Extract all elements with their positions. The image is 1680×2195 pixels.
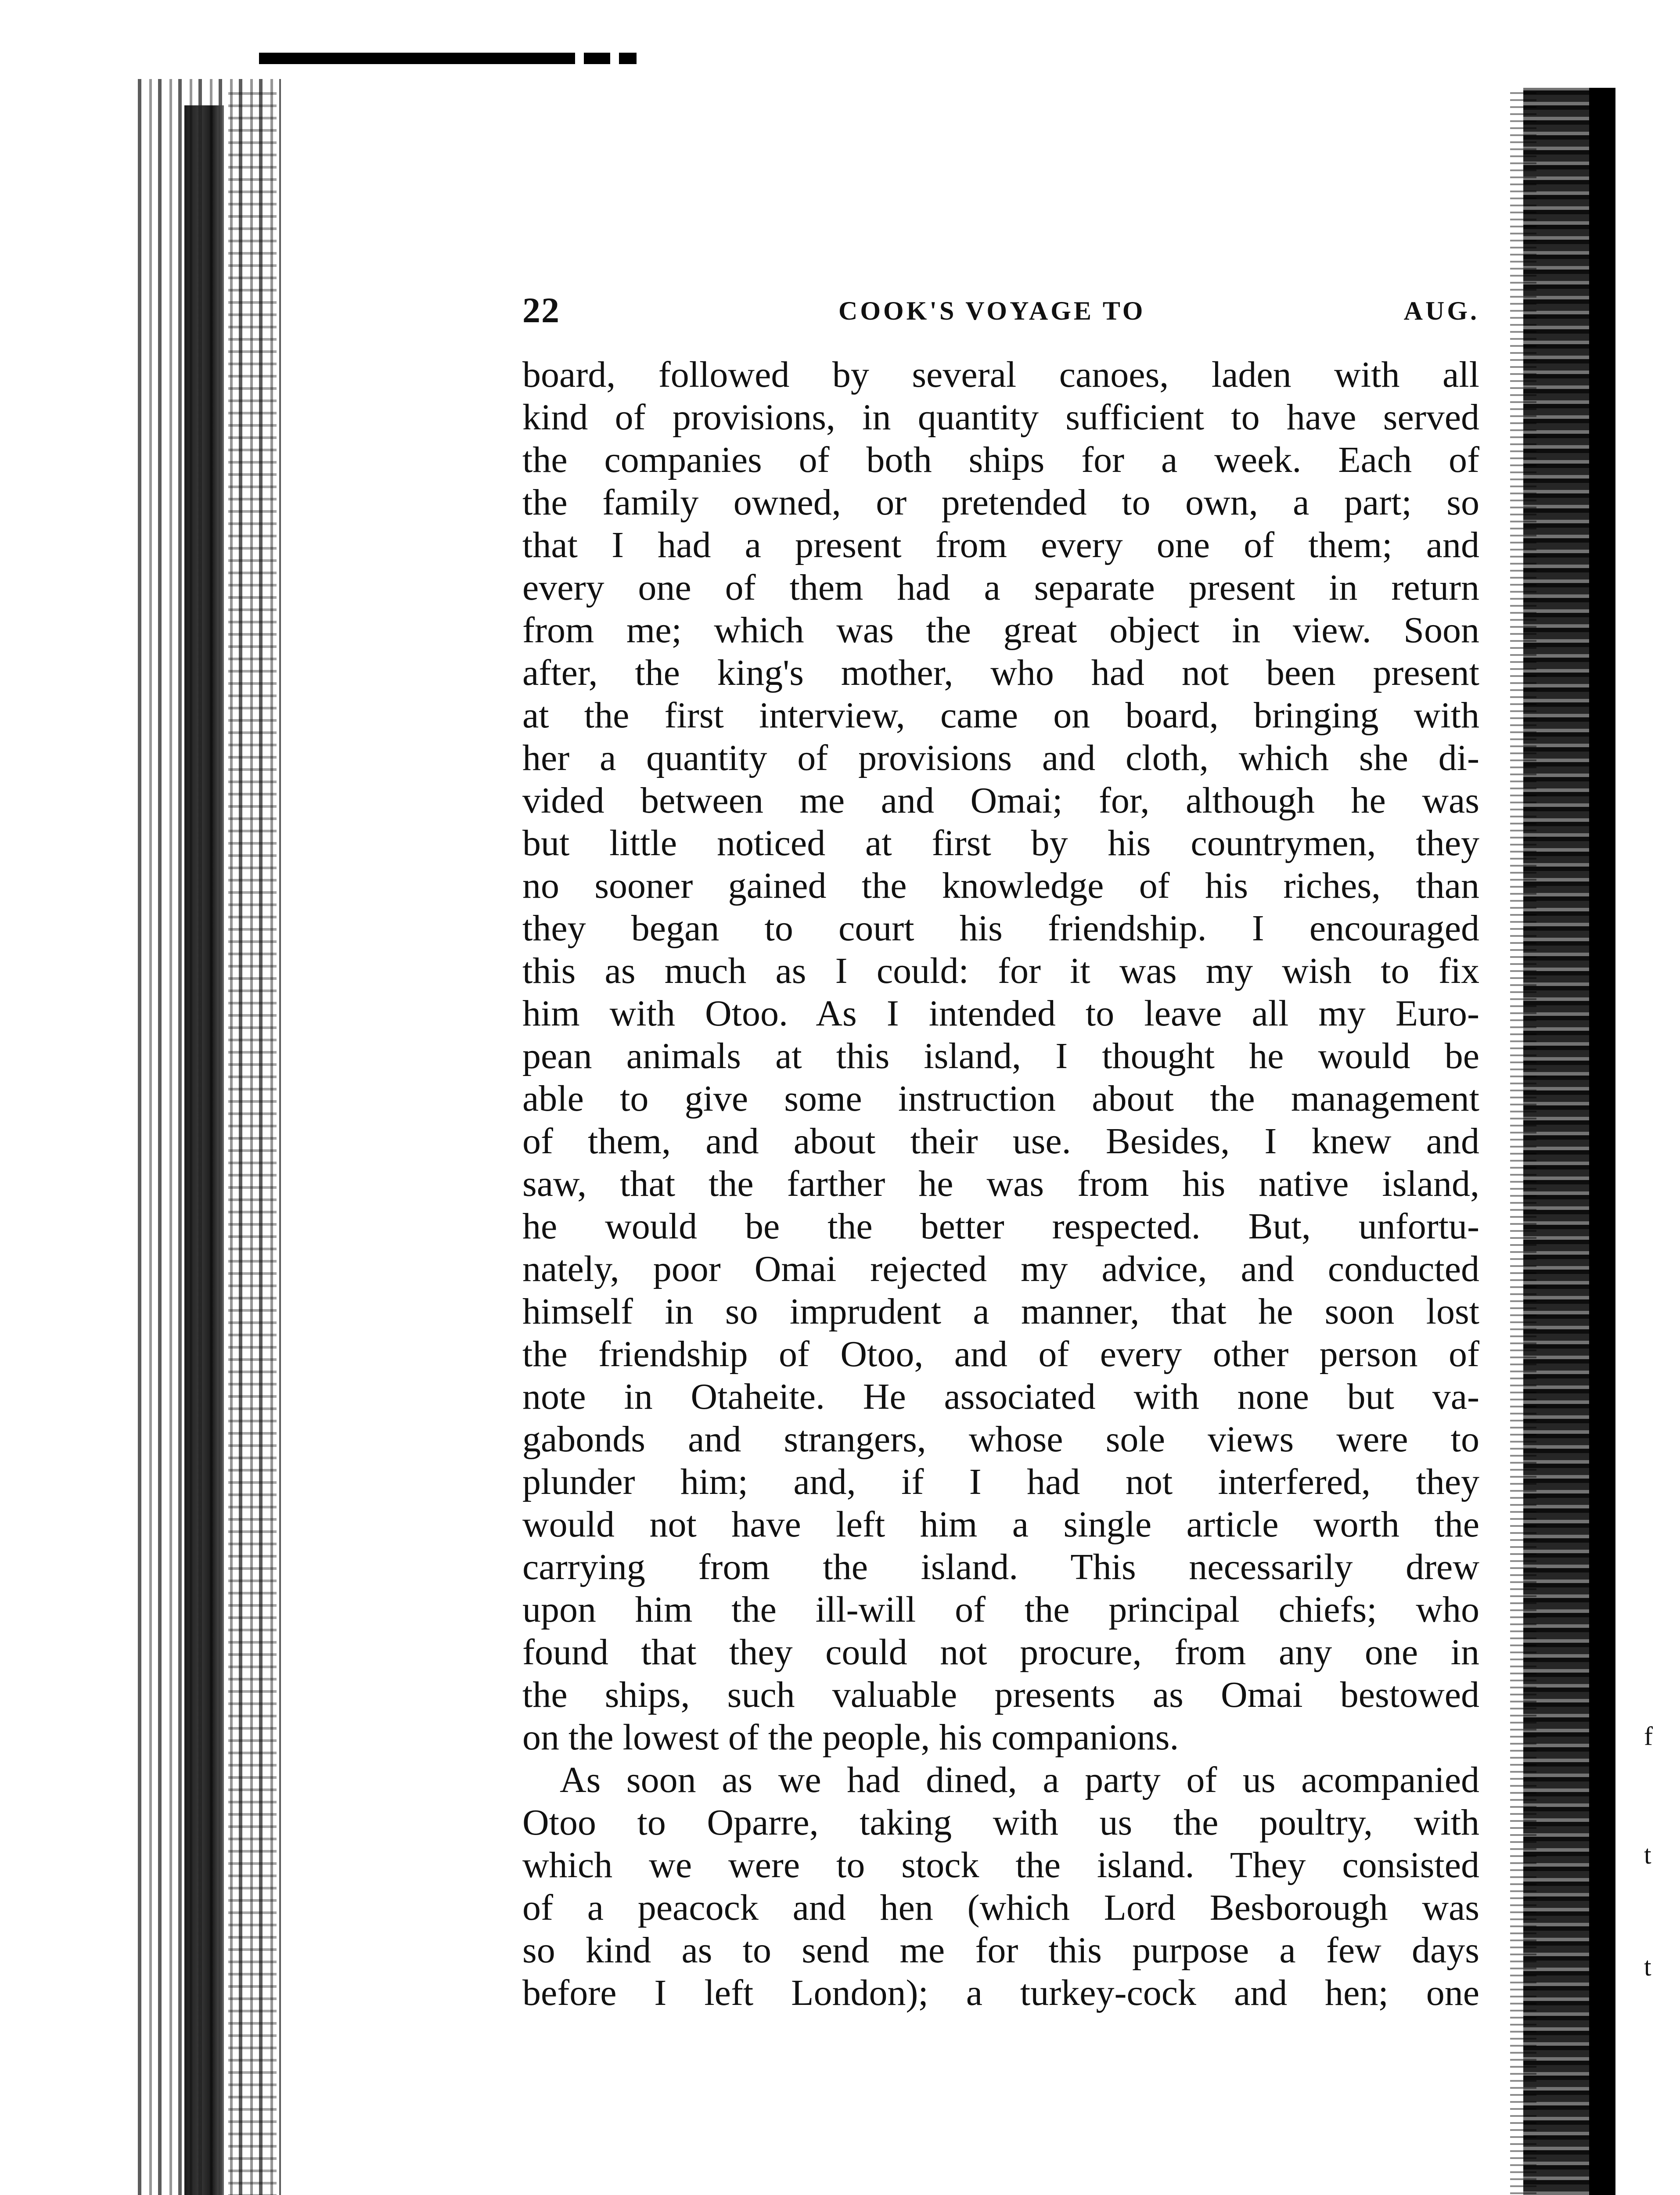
text-line: the family owned, or pretended to own, a part; so (522, 482, 1479, 523)
page-number: 22 (522, 290, 560, 330)
text-line: carrying from the island. This necessarily drew (522, 1547, 1479, 1587)
margin-fragment: f (1644, 1722, 1653, 1751)
text-line: before I left London); a turkey-cock and hen; one (522, 1972, 1479, 2013)
page-edge-right-dark (1589, 88, 1615, 2195)
top-edge-rule (259, 53, 575, 64)
text-line: the ships, such valuable presents as Omai bestowed (522, 1674, 1479, 1715)
text-line: they began to court his friendship. I encouraged (522, 908, 1479, 949)
text-line: nately, poor Omai rejected my advice, and conducted (522, 1249, 1479, 1289)
binding-shadow-left-fade (228, 88, 277, 2195)
text-line: the friendship of Otoo, and of every other person of (522, 1334, 1479, 1375)
text-line: plunder him; and, if I had not interfered, they (522, 1461, 1479, 1502)
top-edge-rule-fragment (584, 53, 610, 64)
text-line: upon him the ill-will of the principal chiefs; who (522, 1589, 1479, 1630)
text-line: that I had a present from every one of them; and (522, 525, 1479, 565)
text-line: kind of provisions, in quantity sufficient to have served (522, 397, 1479, 438)
text-line: but little noticed at first by his countrymen, they (522, 823, 1479, 864)
text-line: he would be the better respected. But, unfortu- (522, 1206, 1479, 1247)
text-line: her a quantity of provisions and cloth, which she di- (522, 738, 1479, 778)
text-line: every one of them had a separate present in return (522, 567, 1479, 608)
text-line: Otoo to Oparre, taking with us the poultry, with (522, 1802, 1479, 1843)
text-line: able to give some instruction about the management (522, 1078, 1479, 1119)
text-line: of a peacock and hen (which Lord Besborough was (522, 1887, 1479, 1928)
text-line: so kind as to send me for this purpose a few days (522, 1930, 1479, 1971)
text-line: would not have left him a single article worth the (522, 1504, 1479, 1545)
paragraph (522, 353, 1479, 1759)
text-line: As soon as we had dined, a party of us acompanied (560, 1760, 1479, 1800)
running-date: AUG. (1403, 296, 1479, 325)
text-line: on the lowest of the people, his companions. (522, 1717, 1179, 1758)
text-line: found that they could not procure, from any one in (522, 1632, 1479, 1673)
body-text (522, 353, 1479, 2014)
binding-shadow-left-core (184, 105, 224, 2195)
text-line: board, followed by several canoes, laden with all (522, 354, 1479, 395)
text-line: gabonds and strangers, whose sole views were to (522, 1419, 1479, 1460)
top-edge-rule-fragment (619, 53, 637, 64)
text-line: after, the king's mother, who had not been present (522, 652, 1479, 693)
margin-fragment: t (1644, 1840, 1651, 1869)
text-line: saw, that the farther he was from his native island, (522, 1163, 1479, 1204)
paragraph (522, 1759, 1479, 2014)
margin-fragment: t (1644, 1952, 1651, 1981)
text-line: pean animals at this island, I thought he would be (522, 1036, 1479, 1076)
text-line: no sooner gained the knowledge of his riches, than (522, 865, 1479, 906)
text-line: at the first interview, came on board, bringing with (522, 695, 1479, 736)
text-line: which we were to stock the island. They consisted (522, 1845, 1479, 1886)
text-line: the companies of both ships for a week. Each of (522, 439, 1479, 480)
text-line: this as much as I could: for it was my wish to fix (522, 950, 1479, 991)
text-line: him with Otoo. As I intended to leave all my Euro- (522, 993, 1479, 1034)
text-line: note in Otaheite. He associated with none but va- (522, 1376, 1479, 1417)
text-line: vided between me and Omai; for, although he was (522, 780, 1479, 821)
text-line: from me; which was the great object in view. Soon (522, 610, 1479, 651)
text-line: of them, and about their use. Besides, I knew and (522, 1121, 1479, 1162)
running-title: COOK'S VOYAGE TO (838, 296, 1146, 325)
text-line: himself in so imprudent a manner, that he soon lost (522, 1291, 1479, 1332)
running-head (522, 290, 1479, 329)
